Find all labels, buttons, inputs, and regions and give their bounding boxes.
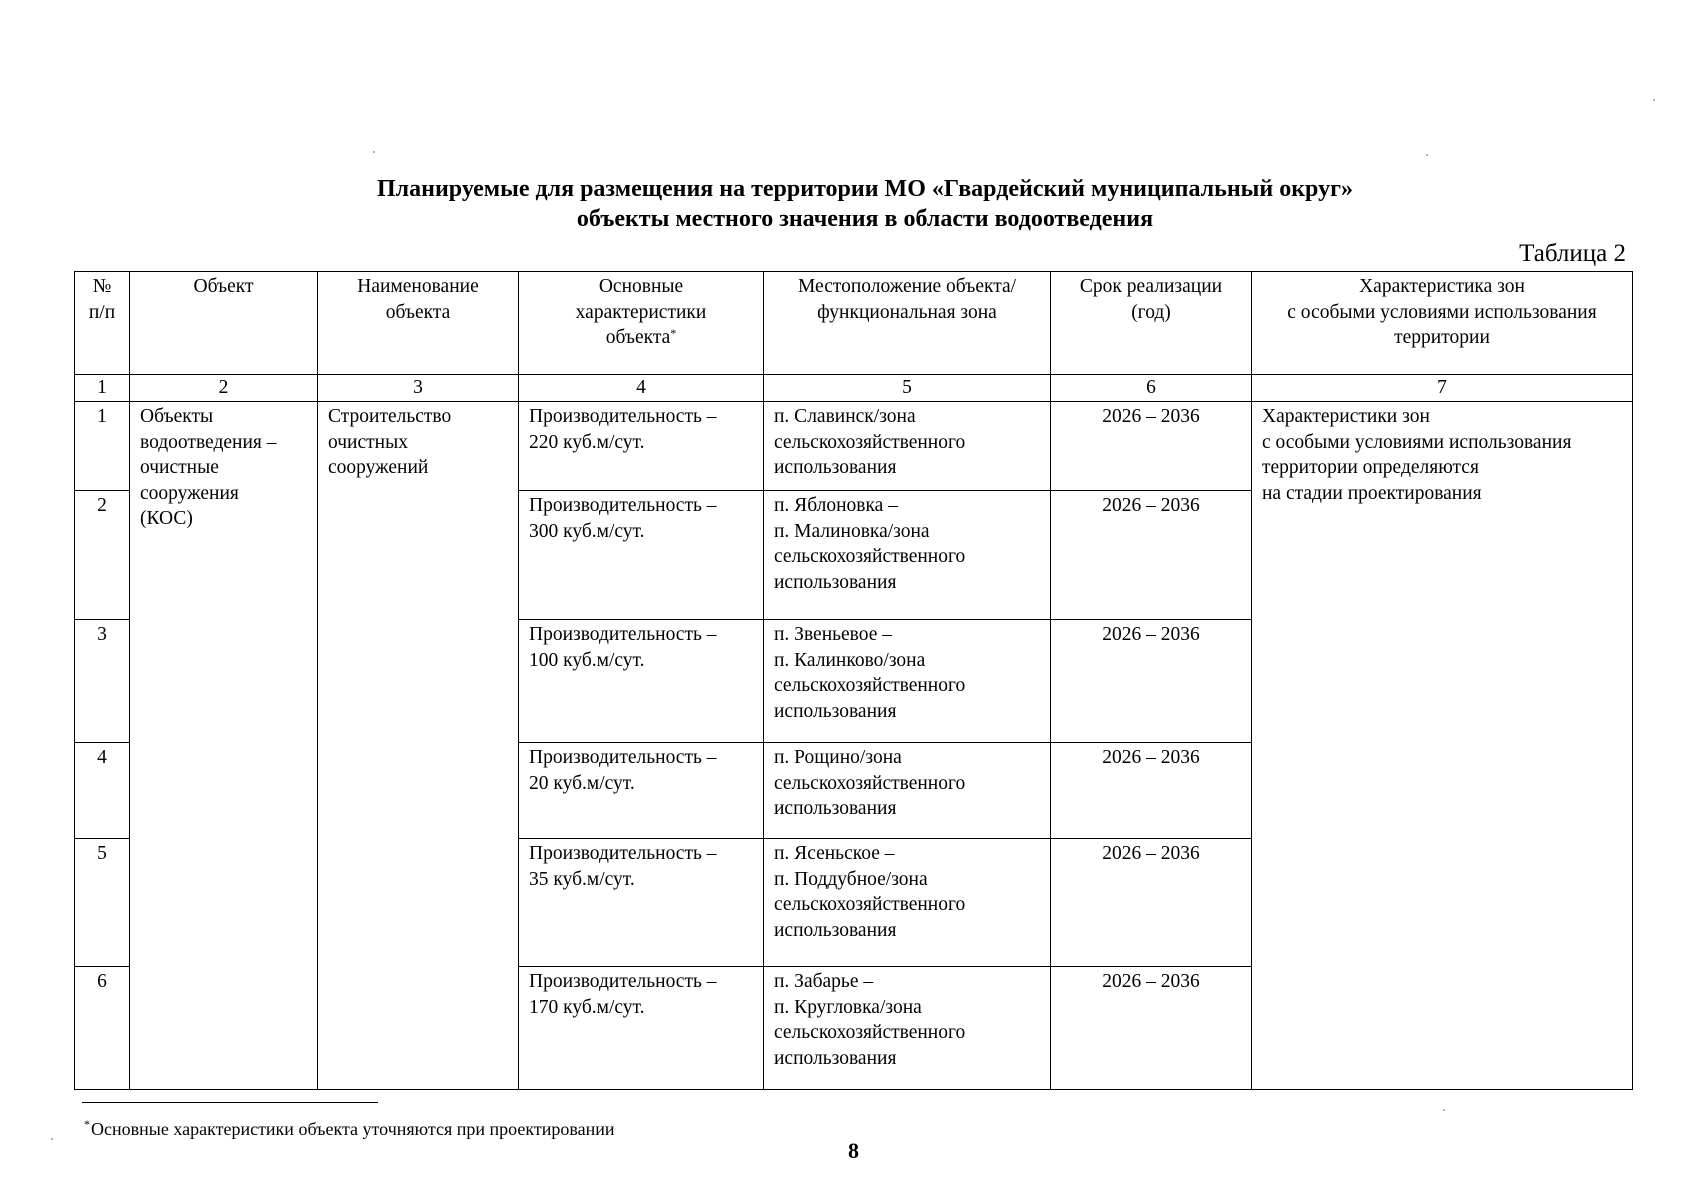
table-row [75, 402, 1633, 491]
header-object: Объект [130, 272, 318, 375]
timeframe-cell: 2026 – 2036 [1051, 402, 1252, 491]
column-number: 5 [764, 375, 1051, 402]
header-timeframe: Срок реализации (год) [1051, 272, 1252, 375]
location-cell: п. Ясеньское – п. Поддубное/зона сельскохозяйственного использования [764, 839, 1051, 967]
footnote-text: Основные характеристики объекта уточняются при проектировании [91, 1119, 615, 1139]
scan-speck [1443, 1109, 1445, 1111]
zones-cell: Характеристики зон с особыми условиями использования территории определяются на стадии проектирования [1252, 402, 1633, 1090]
row-number: 3 [75, 620, 130, 743]
object-name-cell: Строительство очистных сооружений [318, 402, 519, 1090]
column-number: 3 [318, 375, 519, 402]
timeframe-cell: 2026 – 2036 [1051, 620, 1252, 743]
column-number: 2 [130, 375, 318, 402]
location-cell: п. Славинск/зона сельскохозяйственного использования [764, 402, 1051, 491]
row-number: 4 [75, 743, 130, 839]
location-cell: п. Рощино/зона сельскохозяйственного использования [764, 743, 1051, 839]
header-characteristics: Основные характеристики объекта* [519, 272, 764, 375]
header-row [75, 272, 1633, 375]
column-number: 7 [1252, 375, 1633, 402]
row-number: 6 [75, 967, 130, 1090]
row-number: 1 [75, 402, 130, 491]
footnote-marker: * [670, 326, 677, 340]
location-cell: п. Яблоновка – п. Малиновка/зона сельскохозяйственного использования [764, 491, 1051, 620]
characteristics-cell: Производительность – 20 куб.м/сут. [519, 743, 764, 839]
column-number-row [75, 375, 1633, 402]
facilities-table [74, 271, 1633, 1090]
characteristics-cell: Производительность – 100 куб.м/сут. [519, 620, 764, 743]
header-zones: Характеристика зон с особыми условиями использования территории [1252, 272, 1633, 375]
header-location: Местоположение объекта/ функциональная зона [764, 272, 1051, 375]
location-cell: п. Звеньевое – п. Калинково/зона сельскохозяйственного использования [764, 620, 1051, 743]
timeframe-cell: 2026 – 2036 [1051, 839, 1252, 967]
row-number: 5 [75, 839, 130, 967]
location-cell: п. Забарье – п. Кругловка/зона сельскохозяйственного использования [764, 967, 1051, 1090]
document-title [0, 174, 1697, 234]
page-number: 8 [848, 1138, 859, 1163]
object-cell: Объекты водоотведения – очистные сооружения (КОС) [130, 402, 318, 1090]
column-number: 4 [519, 375, 764, 402]
timeframe-cell: 2026 – 2036 [1051, 967, 1252, 1090]
characteristics-cell: Производительность – 300 куб.м/сут. [519, 491, 764, 620]
characteristics-cell: Производительность – 35 куб.м/сут. [519, 839, 764, 967]
footnote-separator [82, 1102, 378, 1103]
scan-speck [1426, 154, 1428, 156]
table-label: Таблица 2 [1519, 240, 1626, 267]
header-number: № п/п [75, 272, 130, 375]
scan-speck [1653, 99, 1655, 101]
characteristics-cell: Производительность – 170 куб.м/сут. [519, 967, 764, 1090]
column-number: 6 [1051, 375, 1252, 402]
scan-speck [51, 1138, 53, 1140]
row-number: 2 [75, 491, 130, 620]
characteristics-cell: Производительность – 220 куб.м/сут. [519, 402, 764, 491]
title-line-1: Планируемые для размещения на территории МО «Гвардейский муниципальный округ» [377, 176, 1353, 202]
scan-speck [373, 151, 375, 153]
header-object-name: Наименование объекта [318, 272, 519, 375]
footnote-marker: * [84, 1117, 90, 1131]
column-number: 1 [75, 375, 130, 402]
timeframe-cell: 2026 – 2036 [1051, 491, 1252, 620]
title-line-2: объекты местного значения в области водоотведения [576, 206, 1154, 232]
timeframe-cell: 2026 – 2036 [1051, 743, 1252, 839]
